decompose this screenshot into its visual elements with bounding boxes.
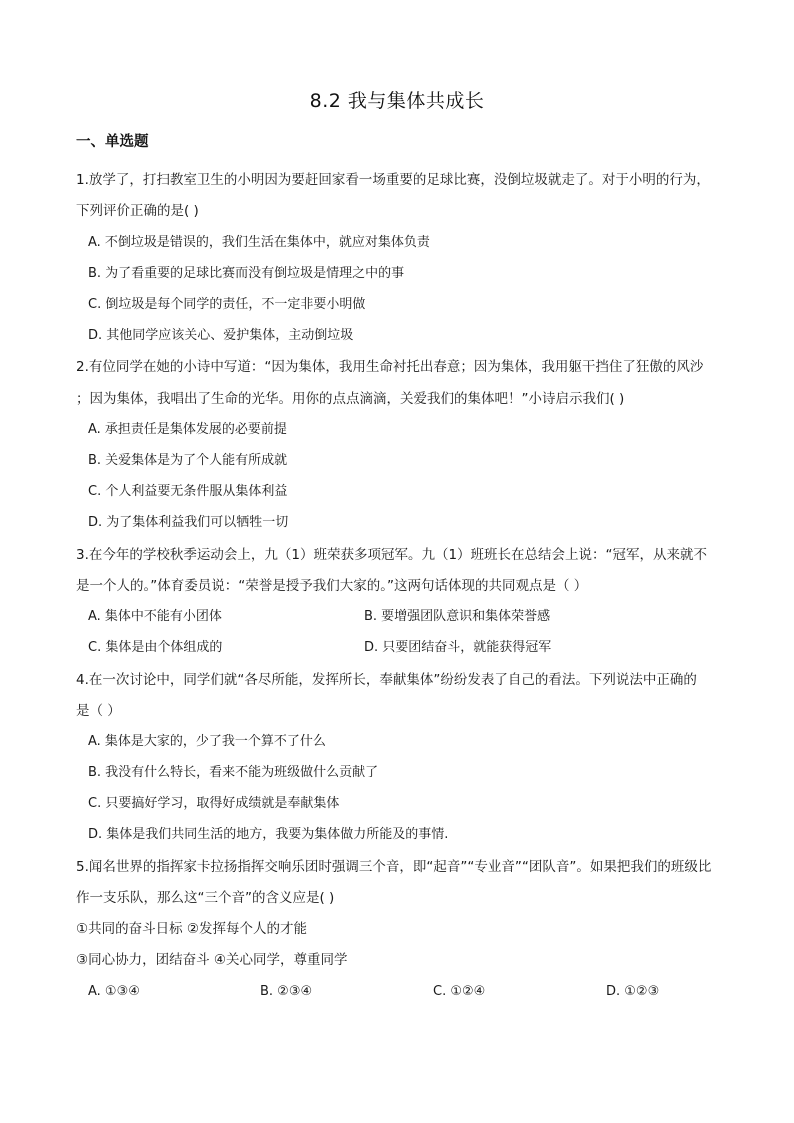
question-4-option-b[interactable]: B. 我没有什么特长，看来不能为班级做什么贡献了 — [88, 765, 379, 780]
question-4-line-2: 是（ ） — [76, 703, 121, 719]
question-3-option-c[interactable]: C. 集体是由个体组成的 — [88, 640, 223, 655]
question-4-option-d[interactable]: D. 集体是我们共同生活的地方，我要为集体做力所能及的事情. — [88, 827, 449, 842]
question-2-option-c[interactable]: C. 个人利益要无条件服从集体利益 — [88, 484, 288, 499]
question-4-option-a[interactable]: A. 集体是大家的，少了我一个算不了什么 — [88, 734, 326, 749]
question-3-option-a[interactable]: A. 集体中不能有小团体 — [88, 609, 222, 624]
question-5-option-a[interactable]: A. ①③④ — [88, 984, 140, 999]
question-2-option-a[interactable]: A. 承担责任是集体发展的必要前提 — [88, 422, 287, 437]
question-3-option-d[interactable]: D. 只要团结奋斗，就能获得冠军 — [364, 640, 552, 655]
question-5-line-1: 5.闻名世界的指挥家卡拉扬指挥交响乐团时强调三个音，即“起音”“专业音”“团队音”。如果把我们的班级比 — [76, 859, 712, 875]
question-4-option-c[interactable]: C. 只要搞好学习，取得好成绩就是奉献集体 — [88, 796, 340, 811]
question-5-line-2: 作一支乐队，那么这“三个音”的含义应是( ) — [76, 890, 335, 906]
question-1-option-b[interactable]: B. 为了看重要的足球比赛而没有倒垃圾是情理之中的事 — [88, 266, 405, 281]
question-5-line-4: ③同心协力，团结奋斗 ④关心同学，尊重同学 — [76, 952, 348, 968]
question-1-option-d[interactable]: D. 其他同学应该关心、爱护集体，主动倒垃圾 — [88, 328, 354, 343]
question-5-line-3: ①共同的奋斗日标 ②发挥每个人的才能 — [76, 921, 307, 937]
question-1-line-1: 1.放学了，打扫教室卫生的小明因为要赶回家看一场重要的足球比赛，没倒垃圾就走了。对于小明的行为， — [76, 172, 710, 188]
question-3-line-1: 3.在今年的学校秋季运动会上，九（1）班荣获多项冠军。九（1）班班长在总结会上说：“冠军，从来就不 — [76, 547, 708, 563]
question-2-option-b[interactable]: B. 关爱集体是为了个人能有所成就 — [88, 453, 288, 468]
question-1-line-2: 下列评价正确的是( ) — [76, 203, 199, 219]
question-1-option-c[interactable]: C. 倒垃圾是每个同学的责任，不一定非要小明做 — [88, 297, 366, 312]
question-5-option-d[interactable]: D. ①②③ — [606, 984, 660, 999]
question-3-option-b[interactable]: B. 要增强团队意识和集体荣誉感 — [364, 609, 551, 624]
question-3-line-2: 是一个人的。”体育委员说：“荣誉是授予我们大家的。”这两句话体现的共同观点是（ ） — [76, 578, 588, 594]
question-1-option-a[interactable]: A. 不倒垃圾是错误的，我们生活在集体中，就应对集体负责 — [88, 235, 430, 250]
document-title: 8.2 我与集体共成长 — [309, 90, 485, 112]
question-5-option-c[interactable]: C. ①②④ — [433, 984, 486, 999]
question-2-option-d[interactable]: D. 为了集体利益我们可以牺牲一切 — [88, 515, 289, 530]
question-4-line-1: 4.在一次讨论中，同学们就“各尽所能，发挥所长，奉献集体”纷纷发表了自己的看法。下列说法中正确的 — [76, 672, 697, 688]
question-2-line-2: ；因为集体，我唱出了生命的光华。用你的点点滴滴，关爱我们的集体吧！”小诗启示我们( ) — [76, 391, 625, 407]
question-5-option-b[interactable]: B. ②③④ — [260, 984, 313, 999]
question-2-line-1: 2.有位同学在她的小诗中写道：“因为集体，我用生命衬托出春意；因为集体，我用躯干挡住了狂傲的风沙 — [76, 359, 704, 375]
section-heading: 一、单选题 — [76, 134, 149, 150]
